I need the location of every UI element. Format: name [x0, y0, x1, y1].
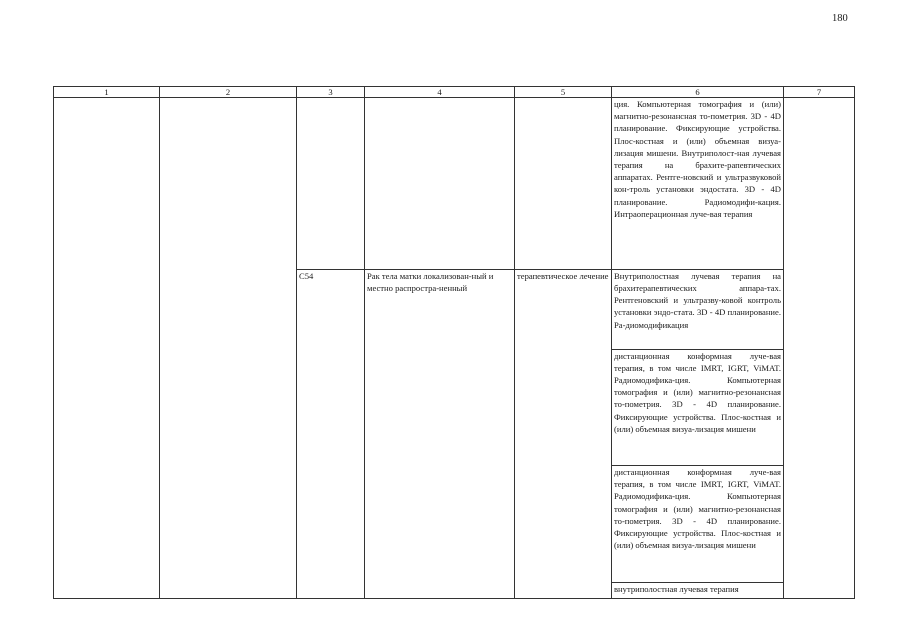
- method-cell: терапевтическое лечение: [515, 269, 612, 598]
- column-number-2: 2: [160, 87, 297, 98]
- icd-code-cell: [297, 98, 365, 270]
- column-number-5: 5: [515, 87, 612, 98]
- column-1-cell: [54, 98, 160, 599]
- column-number-6: 6: [612, 87, 784, 98]
- diagnosis-cell: Рак тела матки локализован-ный и местно распростра-ненный: [365, 269, 515, 598]
- table-row: [54, 98, 855, 270]
- treatment-cell: дистанционная конформная луче-вая терапия, в том числе IMRT, IGRT, ViMAT. Радиомодифика-ция. Компьютерная томография и (или) магнитно-резонансная то-пометрия. 3D - 4D планирование. Фиксирующие устройства. Плос-костная и (или) объемная визуа-лизация мишени: [612, 466, 784, 583]
- treatment-cell: внутриполостная лучевая терапия: [612, 582, 784, 598]
- column-number-row: [54, 87, 855, 98]
- icd-code-cell: C54: [297, 269, 365, 598]
- column-2-cell: [160, 98, 297, 599]
- page-number: 180: [832, 13, 848, 24]
- column-number-4: 4: [365, 87, 515, 98]
- treatment-cell: дистанционная конформная луче-вая терапия, в том числе IMRT, IGRT, ViMAT. Радиомодифика-ция. Компьютерная томография и (или) магнитно-резонансная то-пометрия. 3D - 4D планирование. Фиксирующие устройства. Плос-костная и (или) объемная визуа-лизация мишени: [612, 349, 784, 466]
- diagnosis-cell: [365, 98, 515, 270]
- column-number-7: 7: [784, 87, 855, 98]
- column-7-cell: [784, 98, 855, 599]
- column-number-3: 3: [297, 87, 365, 98]
- medical-care-table: [53, 86, 855, 599]
- treatment-cell: Внутриполостная лучевая терапия на брахитерапевтических аппара-тах. Рентгеновский и ультразву-ковой контроль установки эндо-стата. 3D - 4D планирование. Ра-диомодификация: [612, 269, 784, 349]
- treatment-cell: ция. Компьютерная томография и (или) магнитно-резонансная то-пометрия. 3D - 4D планирование. Фиксирующие устройства. Плос-костная и (или) объемная визуа-лизация мишени. Внутриполост-ная лучевая терапия на брахите-рапевтических аппаратах. Рентге-новский и ультразвуковой кон-троль установки эндостата. 3D - 4D планирование. Радиомодифи-кация. Интраоперационная луче-вая терапия: [612, 98, 784, 270]
- method-cell: [515, 98, 612, 270]
- column-number-1: 1: [54, 87, 160, 98]
